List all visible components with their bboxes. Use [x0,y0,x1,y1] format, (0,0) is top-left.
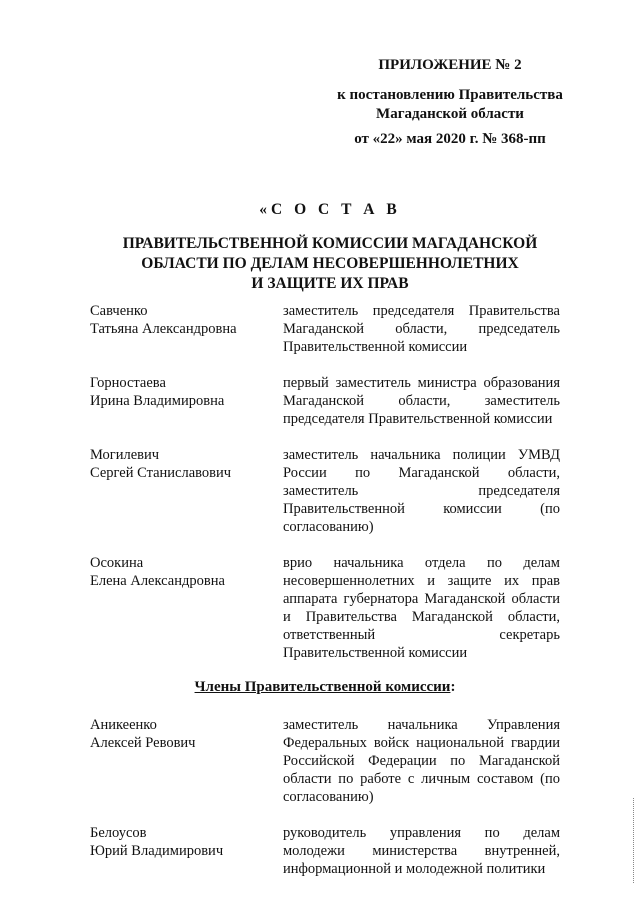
person-name [90,824,283,878]
members-heading [90,678,560,696]
scan-edge-mark [633,798,640,883]
members-heading-text: Члены Правительственной комиссии [194,679,451,695]
person-name [90,446,283,536]
decree-date: от «22» мая 2020 г. № 368-пп [354,131,546,147]
title-word: «С О С Т А В [259,201,401,218]
person-role: первый заместитель министра образования Магаданской области, заместитель председателя Правительственной комиссии [283,375,560,427]
title-line-2: ОБЛАСТИ ПО ДЕЛАМ НЕСОВЕРШЕННОЛЕТНИХ [141,255,519,272]
list-item [90,302,560,356]
decree-line-1: к постановлению Правительства [337,87,563,103]
list-item [90,554,560,662]
person-role: заместитель начальника Управления Федеральных войск национальной гвардии Российской Федерации по Магаданской области по работе с личным составом (по согласованию) [283,717,560,805]
person-role: руководитель управления по делам молодежи министерства внутренней, информационной и молодежной политики [283,825,560,877]
given-names: Юрий Владимирович [90,843,224,859]
document-title [60,200,600,294]
surname: Савченко [90,303,148,319]
appendix-title: ПРИЛОЖЕНИЕ № 2 [378,57,522,73]
given-names: Елена Александровна [90,573,225,589]
person-name [90,374,283,428]
person-role: врио начальника отдела по делам несовершеннолетних и защите их прав аппарата губернатора Магаданской области и Правительства Магаданской области, ответственный секретарь Правительственной комиссии [283,555,560,661]
given-names: Ирина Владимировна [90,393,225,409]
list-item [90,374,560,428]
surname: Осокина [90,555,144,571]
list-item [90,446,560,536]
members-heading-colon: : [450,679,456,695]
title-line-3: И ЗАЩИТЕ ИХ ПРАВ [251,275,409,292]
person-name [90,302,283,356]
list-item [90,824,560,878]
surname: Аникеенко [90,717,157,733]
title-line-1: ПРАВИТЕЛЬСТВЕННОЙ КОМИССИИ МАГАДАНСКОЙ [122,235,538,252]
person-role: заместитель начальника полиции УМВД России по Магаданской области, заместитель председателя Правительственной комиссии (по согласованию) [283,447,560,535]
decree-line-2: Магаданской области [376,106,524,122]
surname: Горностаева [90,375,166,391]
decree-reference [330,86,570,124]
given-names: Сергей Станиславович [90,465,232,481]
surname: Могилевич [90,447,160,463]
given-names: Алексей Ревович [90,735,196,751]
person-name [90,554,283,662]
surname: Белоусов [90,825,147,841]
list-item [90,716,560,806]
given-names: Татьяна Александровна [90,321,237,337]
person-role: заместитель председателя Правительства Магаданской области, председатель Правительственной комиссии [283,303,560,355]
person-name [90,716,283,806]
composition-list [90,302,560,896]
